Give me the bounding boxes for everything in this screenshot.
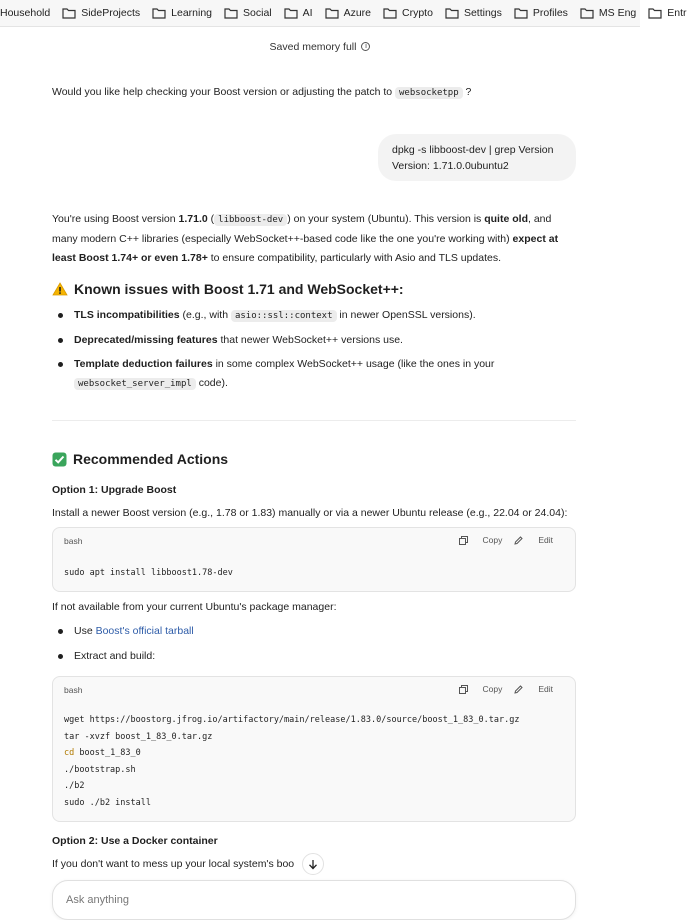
code-actions bbox=[447, 684, 554, 694]
folder-icon bbox=[383, 7, 397, 19]
folder-icon bbox=[62, 7, 76, 19]
divider bbox=[52, 420, 576, 421]
option1-title: Option 1: Upgrade Boost bbox=[52, 484, 177, 496]
user-message-line: Version: 1.71.0.0ubuntu2 bbox=[392, 160, 509, 172]
bullet bbox=[58, 338, 63, 343]
bullet bbox=[58, 362, 63, 367]
list-item: TLS incompatibilities (e.g., with asio::ssl::context in newer OpenSSL versions). bbox=[74, 309, 476, 321]
warning-icon bbox=[52, 282, 68, 296]
intro-paragraph: Would you like help checking your Boost version or adjusting the patch to websocketpp ? bbox=[52, 86, 472, 98]
inline-code: libboost-dev bbox=[214, 214, 287, 226]
option2-text: If you don't want to mess up your local system's boo bbox=[52, 858, 295, 870]
recommended-actions-heading: Recommended Actions bbox=[52, 451, 228, 467]
code-actions bbox=[447, 535, 554, 545]
copy-button[interactable]: Copy bbox=[459, 535, 503, 545]
folder-icon bbox=[445, 7, 459, 19]
bullet bbox=[58, 629, 63, 634]
edit-button[interactable]: Edit bbox=[514, 535, 553, 545]
bookmark-ms-eng[interactable]: MS Eng bbox=[580, 7, 636, 19]
list-item: Use Boost's official tarball bbox=[74, 625, 194, 637]
folder-icon bbox=[325, 7, 339, 19]
list-item: Deprecated/missing features that newer WebSocket++ versions use. bbox=[74, 334, 403, 346]
response-paragraph: You're using Boost version 1.71.0 ( libboost-dev ) on your system (Ubuntu). This version is quite old, and many modern C++ libraries (especially WebSocket++-based code like the one you're working with) expect at least Boost 1.74+ or even 1.78+ to ensure compatibility, particularly with Asio and TLS updates. bbox=[52, 213, 559, 264]
edit-button[interactable]: Edit bbox=[514, 684, 553, 694]
composer-placeholder: Ask anything bbox=[66, 894, 129, 906]
boost-tarball-link[interactable]: Boost's official tarball bbox=[95, 625, 194, 637]
option2-title: Option 2: Use a Docker container bbox=[52, 835, 218, 847]
user-message-line: dpkg -s libboost-dev | grep Version bbox=[392, 144, 554, 156]
arrow-down-icon bbox=[308, 859, 318, 870]
inline-code: asio::ssl::context bbox=[231, 310, 337, 322]
bookmarks-bar bbox=[0, 0, 687, 27]
known-issues-heading: Known issues with Boost 1.71 and WebSocket++: bbox=[52, 281, 404, 297]
folder-icon bbox=[152, 7, 166, 19]
folder-icon bbox=[514, 7, 528, 19]
edit-icon bbox=[514, 536, 523, 545]
info-icon[interactable]: i bbox=[361, 42, 370, 51]
user-message-bubble bbox=[378, 134, 576, 181]
option1-text: Install a newer Boost version (e.g., 1.78 or 1.83) manually or via a newer Ubuntu release (e.g., 22.04 or 24.04): bbox=[52, 507, 568, 519]
folder-icon bbox=[224, 7, 238, 19]
code-block bbox=[52, 527, 576, 592]
folder-icon bbox=[284, 7, 298, 19]
message-composer[interactable] bbox=[52, 880, 576, 920]
bookmark-ai[interactable]: AI bbox=[284, 7, 313, 19]
memory-notice-text: Saved memory full bbox=[269, 41, 357, 53]
copy-button[interactable]: Copy bbox=[459, 684, 503, 694]
bookmark-settings[interactable]: Settings bbox=[445, 7, 502, 19]
edit-icon bbox=[514, 685, 523, 694]
copy-icon bbox=[459, 536, 468, 545]
list-item: Template deduction failures in some complex WebSocket++ usage (like the ones in your websocket_server_impl code). bbox=[74, 358, 495, 389]
scroll-down-button[interactable] bbox=[302, 853, 324, 875]
bookmark-crypto[interactable]: Crypto bbox=[383, 7, 433, 19]
list-item: Extract and build: bbox=[74, 650, 156, 662]
inline-code: websocketpp bbox=[395, 87, 463, 99]
bookmark-household[interactable]: Household bbox=[0, 7, 51, 19]
copy-icon bbox=[459, 685, 468, 694]
folder-icon bbox=[580, 7, 594, 19]
inline-code: websocket_server_impl bbox=[74, 378, 196, 390]
bookmark-azure[interactable]: Azure bbox=[325, 7, 371, 19]
bookmark-profiles[interactable]: Profiles bbox=[514, 7, 568, 19]
folder-icon bbox=[648, 7, 662, 19]
code-language-label: bash bbox=[64, 685, 83, 695]
bookmark-sideprojects[interactable]: SideProjects bbox=[62, 7, 140, 19]
bookmark-entr[interactable]: Entr bbox=[648, 7, 686, 19]
code-language-label: bash bbox=[64, 536, 83, 546]
bullet bbox=[58, 313, 63, 318]
bullet bbox=[58, 654, 63, 659]
check-mark-icon bbox=[52, 452, 67, 467]
code-content: wget https://boostorg.jfrog.io/artifactory/main/release/1.83.0/source/boost_1_83_0.tar.gz tar -xvzf boost_1_83_0.tar.gz cd boost_1_83_0 ./bootstrap.sh ./b2 sudo ./b2 install bbox=[64, 715, 520, 808]
code-block bbox=[52, 676, 576, 822]
bookmark-learning[interactable]: Learning bbox=[152, 7, 212, 19]
code-content: sudo apt install libboost1.78-dev bbox=[64, 568, 233, 578]
bookmark-social[interactable]: Social bbox=[224, 7, 272, 19]
not-available-text: If not available from your current Ubuntu's package manager: bbox=[52, 601, 337, 613]
memory-notice bbox=[0, 41, 640, 53]
